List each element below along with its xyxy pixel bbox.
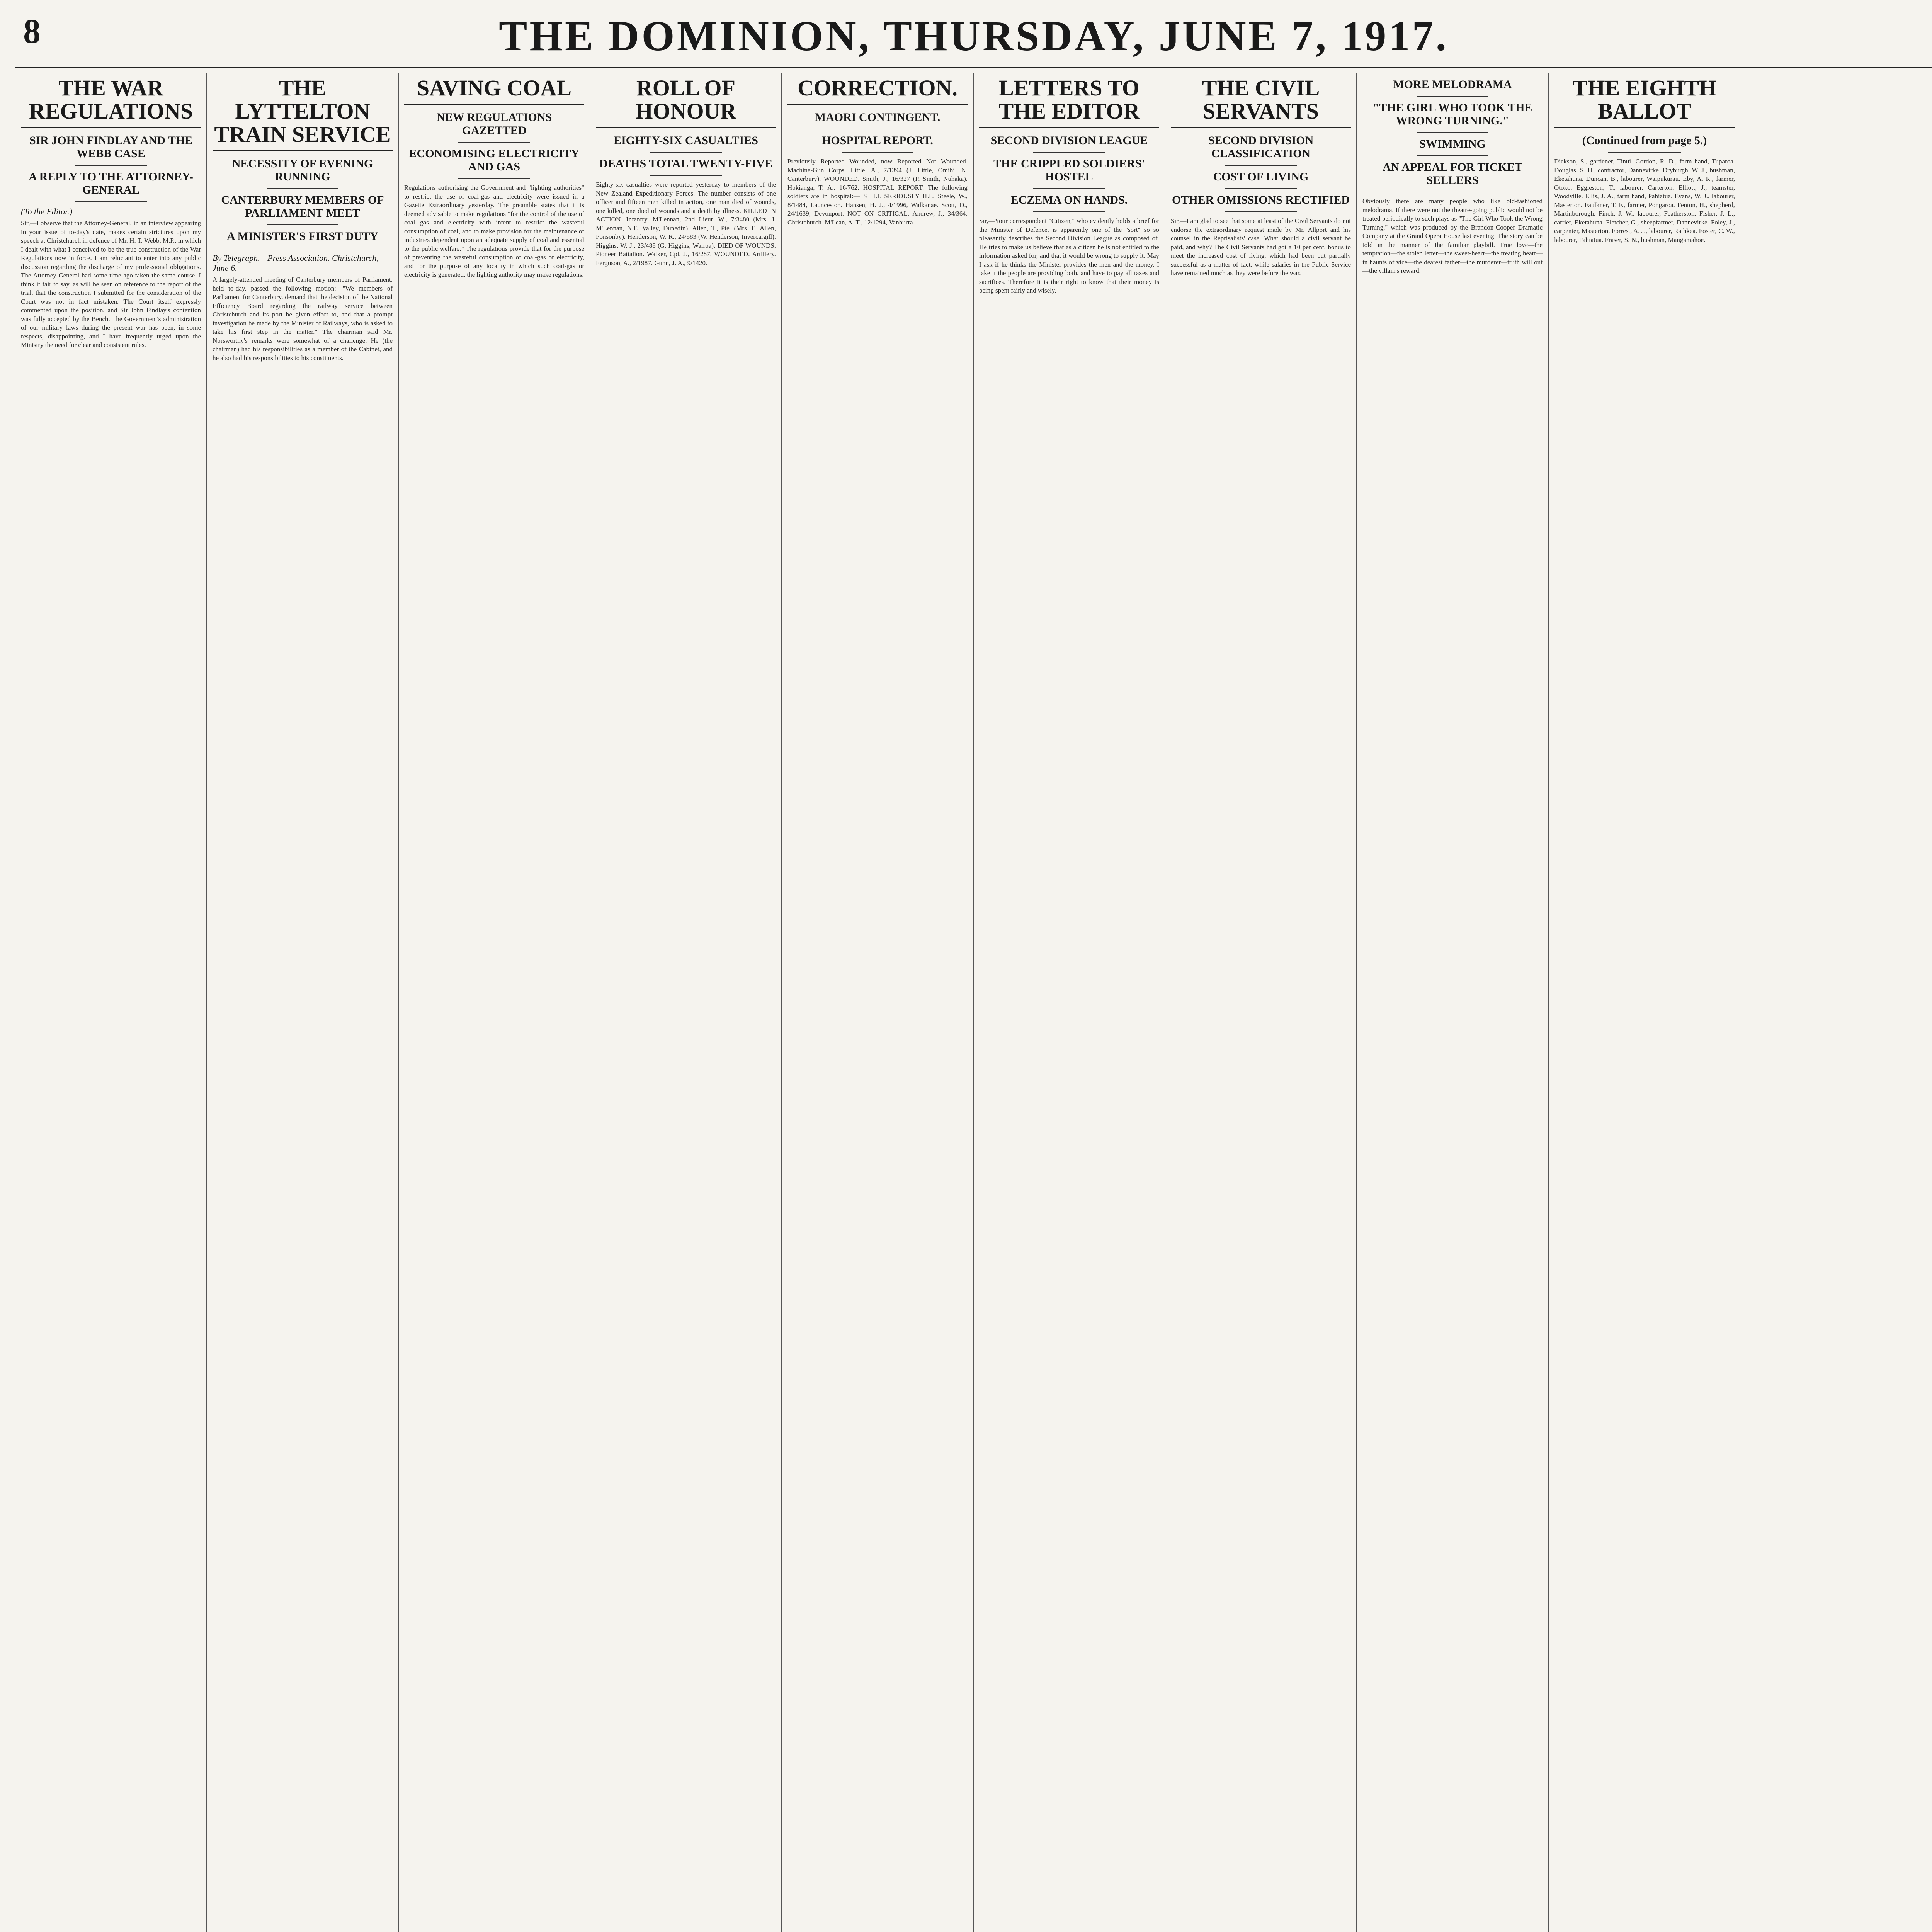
subheading: EIGHTY-SIX CASUALTIES [614, 134, 758, 147]
subheading: OTHER OMISSIONS RECTIFIED [1172, 194, 1350, 206]
column [974, 73, 1165, 1932]
rule-divider [1225, 188, 1297, 189]
column [590, 73, 782, 1932]
subheading: ECONOMISING ELECTRICITY AND GAS [409, 147, 580, 173]
rule-divider [1225, 211, 1297, 212]
subheading: SECOND DIVISION CLASSIFICATION [1208, 134, 1314, 160]
subheading: HOSPITAL REPORT. [822, 134, 933, 147]
dateline: (To the Editor.) [21, 207, 73, 216]
column [782, 73, 974, 1932]
rule-divider [1033, 188, 1105, 189]
column [1549, 73, 1740, 1932]
subheading: SIR JOHN FINDLAY AND THE WEBB CASE [29, 134, 193, 160]
rule-divider [650, 152, 722, 153]
subheading: A MINISTER'S FIRST DUTY [226, 230, 379, 243]
rule-divider [1417, 132, 1488, 133]
subheading: SWIMMING [1419, 138, 1486, 150]
rule-divider [1417, 96, 1488, 97]
column-headline: THE CIVIL SERVANTS [1171, 73, 1351, 128]
columns-container [15, 73, 1932, 1932]
masthead [15, 8, 1932, 68]
article-body: A largely-attended meeting of Canterbury members of Parliament, held to-day, passed the following motion:—"We members of Parliament for Canterbury, demand that the decision of the National Efficiency Board regarding the railway service between Christchurch and its port be given effect to, and that a prompt investigation be made by the Minister of Railways, who is asked to take his first step in the matter." The chairman said Mr. Norsworthy's remarks were somewhat of a challenge. He (the chairman) had his responsibilities as a member of the Cabinet, and he also had his responsibilities to his constituents. [213, 276, 393, 362]
subheading: NECESSITY OF EVENING RUNNING [232, 157, 373, 183]
column-headline: LETTERS TO THE EDITOR [979, 73, 1159, 128]
subheading: (Continued from page 5.) [1582, 134, 1707, 147]
subheading: AN APPEAL FOR TICKET SELLERS [1382, 161, 1522, 187]
column [399, 73, 590, 1932]
article-body: Sir,—Your correspondent "Citizen," who evidently holds a brief for the Minister of Defence, is apparently one of the "sort" so so pleasantly describes the Second Division League as composed of. He tries to make us believe that as a citizen he is not entitled to the information asked for, and that it would be wrong to supply it. May I ask if he thinks the Minister provides the men and the money. I take it the people are providing both, and have to pay all taxes and sacrifices. Therefore it is their right to know that their money is being spent fairly and wisely. [979, 217, 1159, 294]
rule-divider [75, 165, 147, 166]
subheading: CANTERBURY MEMBERS OF PARLIAMENT MEET [221, 194, 384, 219]
rule-divider [1033, 211, 1105, 212]
subheading: DEATHS TOTAL TWENTY-FIVE [599, 157, 772, 170]
subheading: ECZEMA ON HANDS. [1010, 194, 1128, 206]
article-body: Dickson, S., gardener, Tinui. Gordon, R. D., farm hand, Tuparoa. Douglas, S. H., contractor, Dannevirke. Dryburgh, W. J., bushman, Eketahuna. Duncan, B., labourer, Waipukurau. Eby, A. R., farmer, Otoko. Eggleston, T., labourer, Carterton. Elliott, J., teamster, Woodville. Ellis, J. A., farm hand, Pahiatua. Evans, W. J., labourer, Masterton. Faulkner, T. F., farmer, Pongaroa. Fenton, H., shepherd, Martinborough. Finch, J. W., labourer, Featherston. Fisher, J. L., carrier, Eketahuna. Fletcher, G., sheepfarmer, Dannevirke. Foley, J., carpenter, Masterton. Forrest, A. J., labourer, Rathkea. Foster, C. W., labourer, Pahiatua. Fraser, S. N., bushman, Mangamahoe. [1554, 158, 1735, 243]
column-headline: THE EIGHTH BALLOT [1554, 73, 1735, 128]
article-body: Regulations authorising the Government and "lighting authorities" to restrict the use of coal-gas and electricity were issued in a Gazette Extraordinary yesterday. The preamble states that it is deemed advisable to make regulations "for the control of the use of coal gas and electricity with intent to restrict the wasteful consumption of coal, and to make provision for the maintenance of industries dependent upon an adequate supply of coal and essential to the public welfare." The regulations provide that for the purpose of preventing the wasteful consumption of coal-gas or electricity, and for the purpose of any locality in which such coal-gas or electricity is generated, the lighting authority may make regulations. [404, 184, 584, 278]
column [1357, 73, 1549, 1932]
column [1165, 73, 1357, 1932]
column-headline: THE LYTTELTON TRAIN SERVICE [213, 73, 393, 151]
article-body: Previously Reported Wounded, now Reported Not Wounded. Machine-Gun Corps. Little, A., 7/1394 (J. Little, Omihi, N. Canterbury). WOUNDED. Smith, J., 16/327 (P. Smith, Nuhaka). Hokianga, T. A., 16/762. HOSPITAL REPORT. The following soldiers are in hospital:— STILL SERIOUSLY ILL. Steele, W., 8/1484, Launceston. Hansen, H. J., 4/1996, Walkanae. Scott, D., 24/1639, Devonport. NOT ON CRITICAL. Andrew, J., 34/364, Christchurch. M'Lean, A. T., 12/1294, Vanburra. [787, 158, 968, 226]
article-body: Obviously there are many people who like old-fashioned melodrama. If there were not the theatre-going public would not be treated periodically to such plays as "The Girl Who Took the Wrong Turning," which was produced by the Brandon-Cooper Dramatic Company at the Grand Opera House last evening. The story can be told in the manner of the familiar playbill. True love—the temptation—the stolen letter—the sweet-heart—the treating heart—in haunts of vice—the dearest father—the murderer—truth will out—the villain's reward. [1362, 197, 1543, 274]
article-body: Eighty-six casualties were reported yesterday to members of the New Zealand Expeditionary Forces. The number consists of one officer and fifteen men killed in action, one man died of wounds, one killed, one died of wounds and a death by illness. KILLED IN ACTION. Infantry. M'Lennan, 2nd Lieut. W., 7/3480 (Mrs. J. M'Lennan, N.E. Valley, Dunedin). Allen, T., Pte. (Mrs. E. Allen, Ponsonby). Henderson, W. R., 24/883 (W. Henderson, Invercargill). Higgins, W. J., 23/488 (G. Higgins, Wairoa). DIED OF WOUNDS. Pioneer Battalion. Walker, Cpl. J., 16/287. WOUNDED. Artillery. Ferguson, A., 2/1987. Gunn, J. A., 9/1420. [596, 181, 776, 267]
dateline: By Telegraph.—Press Association. Christchurch, June 6. [213, 253, 379, 273]
column-headline: SAVING COAL [404, 73, 584, 105]
subheading: THE CRIPPLED SOLDIERS' HOSTEL [993, 157, 1145, 183]
rule-divider [1225, 165, 1297, 166]
column [15, 73, 207, 1932]
rule-divider [1417, 155, 1488, 156]
subheading: SECOND DIVISION LEAGUE [990, 134, 1148, 147]
column-headline: CORRECTION. [787, 73, 968, 105]
article-body: Sir,—I am glad to see that some at least of the Civil Servants do not endorse the extraordinary request made by Mr. Allport and his counsel in the Reprisalists' case. What should a civil servant be paid, and why? The Civil Servants had got a 10 per cent. bonus to meet the increased cost of living, which had been but partially successful as a matter of fact, while salaries in the Public Service have remained much as they were before the war. [1171, 217, 1351, 277]
subheading: NEW REGULATIONS GAZETTED [436, 111, 552, 137]
rule-divider [267, 224, 338, 225]
subheading: COST OF LIVING [1213, 170, 1309, 183]
article-body: Sir,—I observe that the Attorney-General, in an interview appearing in your issue of to-day's date, makes certain strictures upon my speech at Christchurch in defence of Mr. H. T. Webb, M.P., in which I dealt with what I conceived to be the true construction of the War Regulations now in force. I am reluctant to enter into any public discussion regarding the discharge of my professional obligations. The Attorney-General had some time ago taken the same course. I think it fair to say, as will be seen on reference to the report of the trial, that the construction I submitted for the consideration of the Court was not in fact mistaken. The Court itself expressly commented upon the position, and Sir John Findlay's contention was fully accepted by the Bench. The Government's administration of our military laws during the present war has been, in some respects, disappointing, and I have frequently urged upon the Ministry the need for clear and consistent rules. [21, 219, 201, 349]
rule-divider [458, 142, 530, 143]
column-headline: THE WAR REGULATIONS [21, 73, 201, 128]
column-headline: ROLL OF HONOUR [596, 73, 776, 128]
subheading: "THE GIRL WHO TOOK THE WRONG TURNING." [1372, 101, 1532, 127]
subheading: MAORI CONTINGENT. [815, 111, 940, 124]
newspaper-title: THE DOMINION, THURSDAY, JUNE 7, 1917. [498, 12, 1449, 60]
subheading: MORE MELODRAMA [1393, 78, 1512, 91]
rule-divider [650, 175, 722, 176]
rule-divider [458, 178, 530, 179]
rule-divider [1033, 152, 1105, 153]
subheading: A REPLY TO THE ATTORNEY-GENERAL [29, 170, 193, 196]
rule-divider [75, 201, 147, 202]
page-number: 8 [23, 12, 41, 51]
rule-divider [842, 152, 913, 153]
column [207, 73, 399, 1932]
rule-divider [267, 188, 338, 189]
rule-divider [1608, 152, 1680, 153]
